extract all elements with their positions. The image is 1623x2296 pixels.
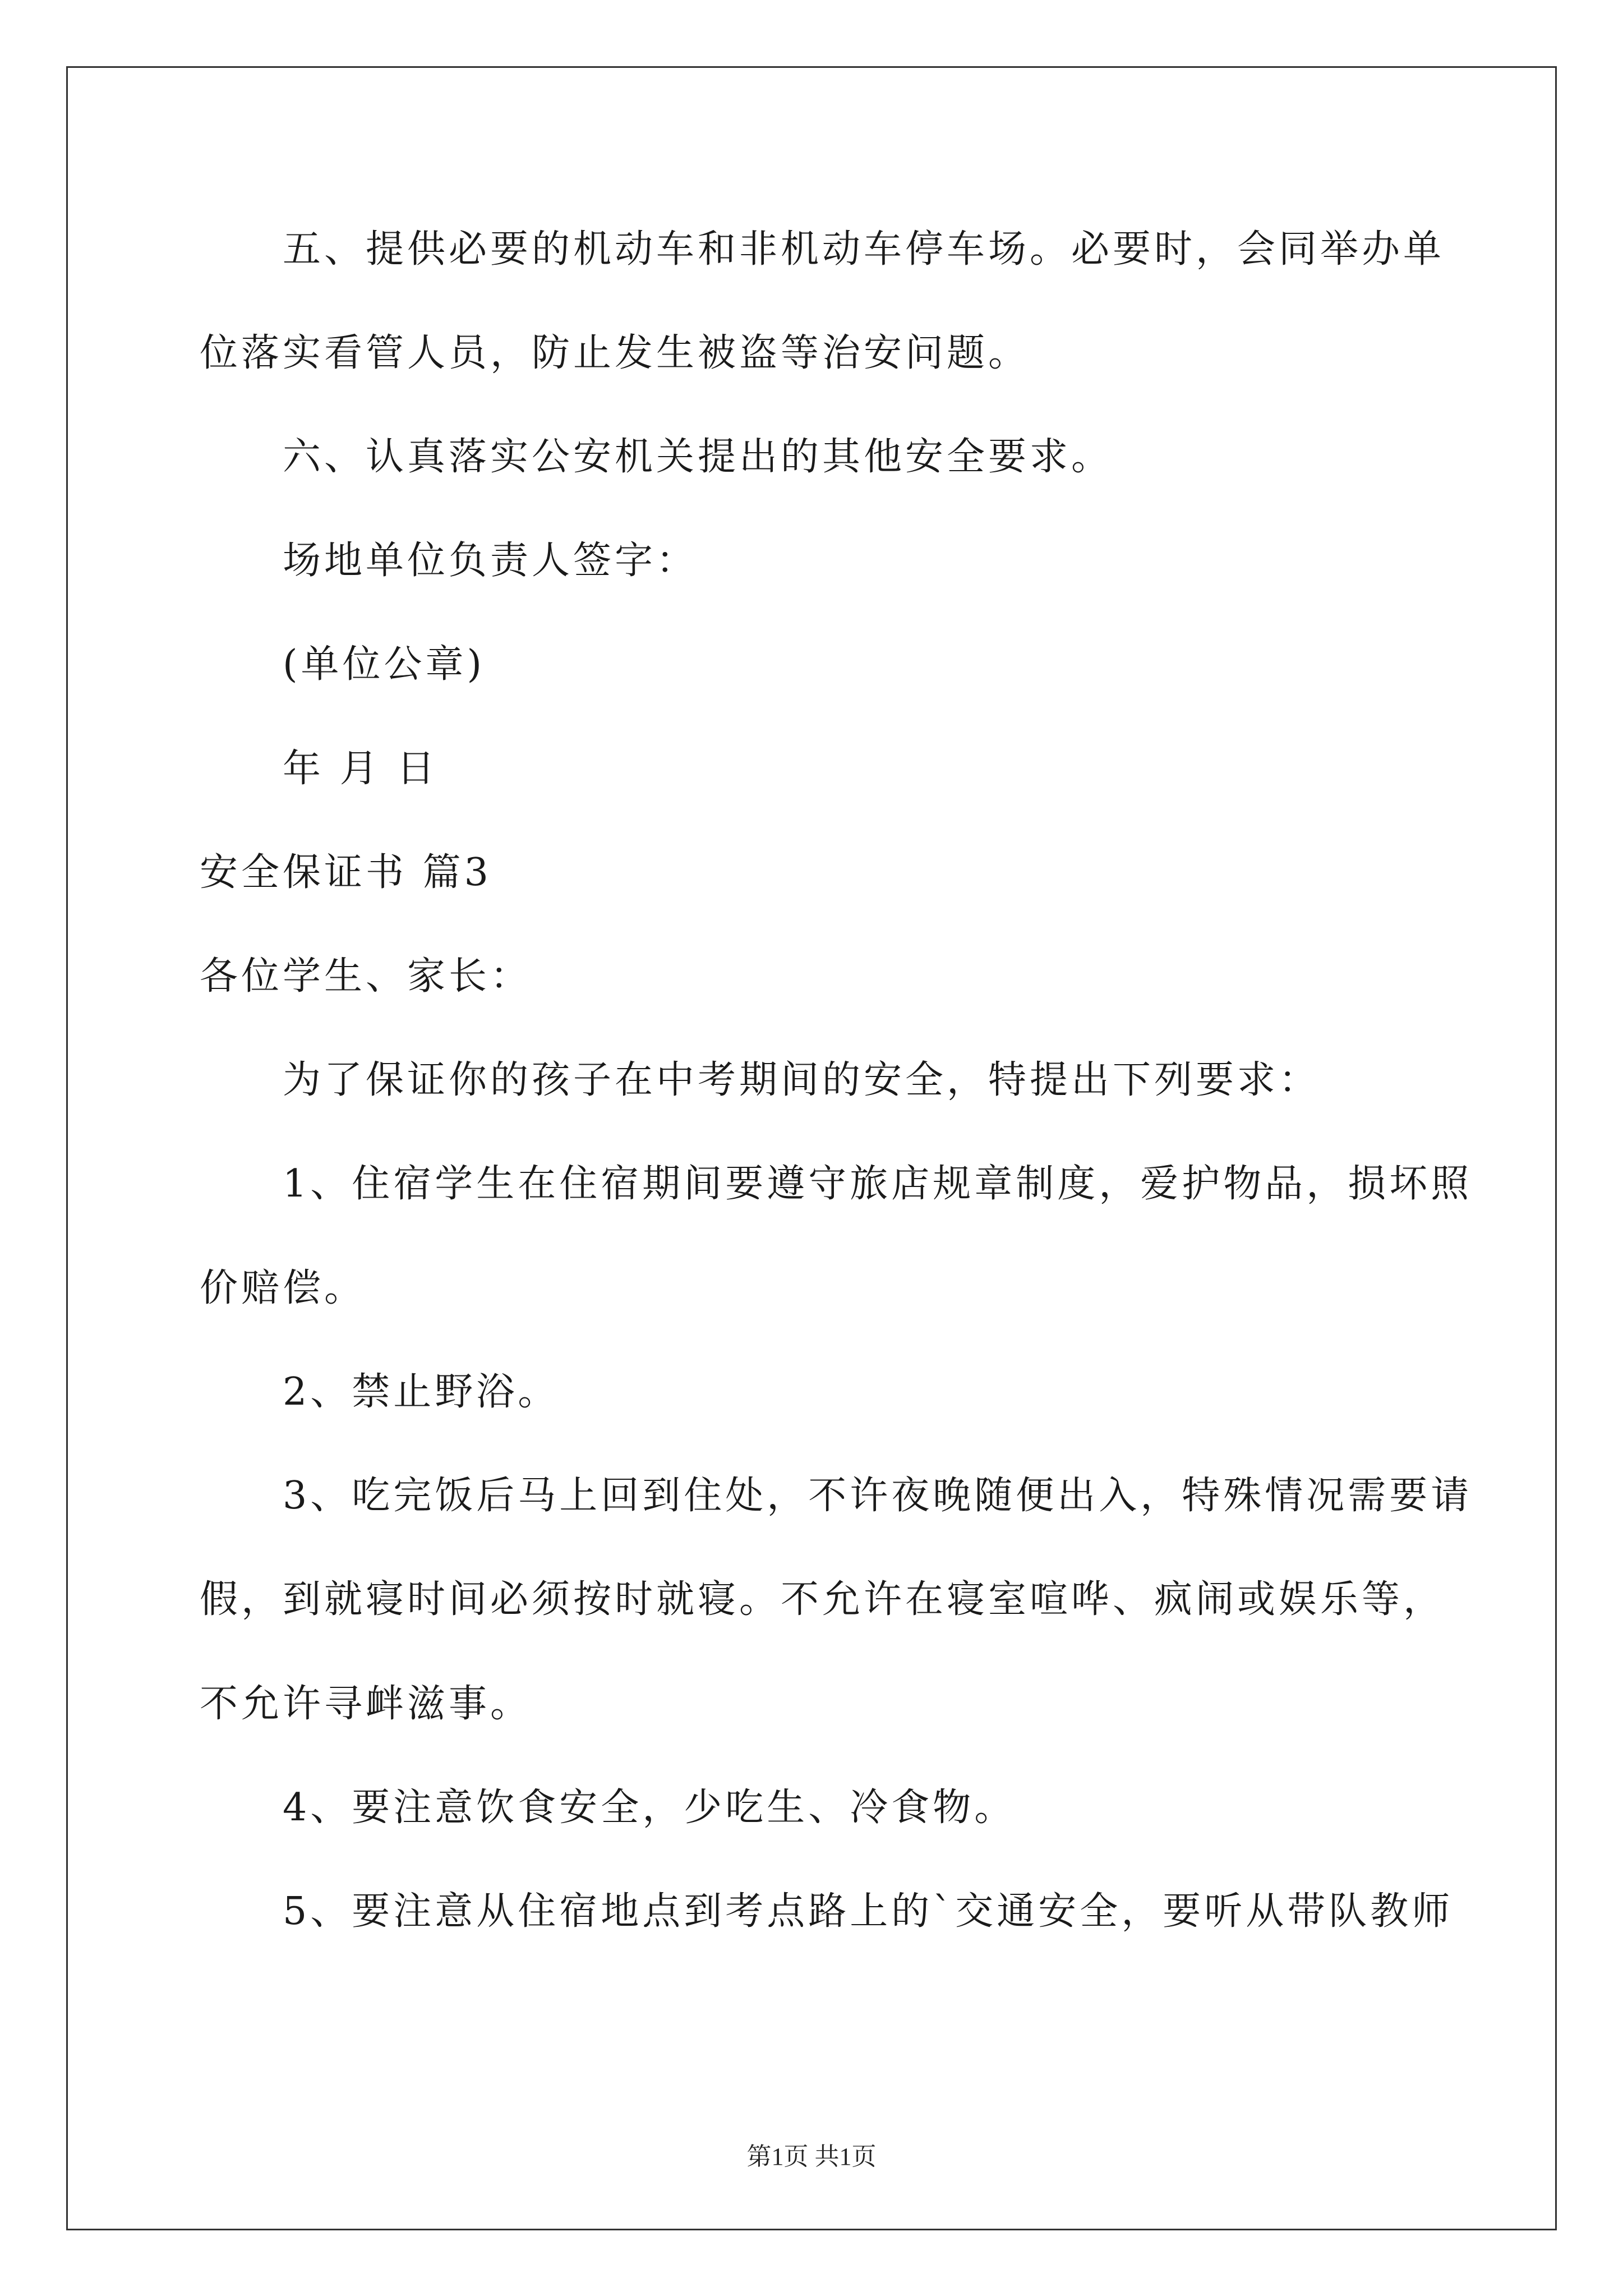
list-item-5: 5、要注意从住宿地点到考点路上的`交通安全，要听从带队教师	[283, 1889, 1454, 1934]
list-item-3: 3、吃完饭后马上回到住处，不许夜晚随便出入，特殊情况需要请	[283, 1474, 1473, 1518]
section-heading: 安全保证书 篇3	[200, 850, 492, 895]
list-item-3-continued: 假，到就寝时间必须按时就寝。不允许在寝室喧哗、疯闹或娱乐等，	[200, 1577, 1445, 1622]
date-label: 年 月 日	[283, 747, 439, 791]
page-footer: 第1页 共1页	[746, 2143, 877, 2170]
paragraph-line: 五、提供必要的机动车和非机动车停车场。必要时，会同举办单	[283, 227, 1445, 272]
list-item-4: 4、要注意饮食安全，少吃生、冷食物。	[283, 1786, 1016, 1830]
list-item-2: 2、禁止野浴。	[283, 1370, 560, 1414]
paragraph-line: 为了保证你的孩子在中考期间的安全，特提出下列要求：	[283, 1058, 1321, 1102]
list-item-1: 1、住宿学生在住宿期间要遵守旅店规章制度，爱护物品，损坏照	[283, 1162, 1473, 1206]
list-item-1-continued: 价赔偿。	[200, 1266, 366, 1310]
list-item-3-continued: 不允许寻衅滋事。	[200, 1682, 532, 1726]
seal-label: (单位公章)	[283, 642, 486, 687]
paragraph-line: 六、认真落实公安机关提出的其他安全要求。	[283, 435, 1113, 479]
salutation: 各位学生、家长：	[200, 954, 532, 999]
paragraph-line: 位落实看管人员，防止发生被盗等治安问题。	[200, 331, 1030, 375]
signature-label: 场地单位负责人签字：	[283, 539, 698, 583]
